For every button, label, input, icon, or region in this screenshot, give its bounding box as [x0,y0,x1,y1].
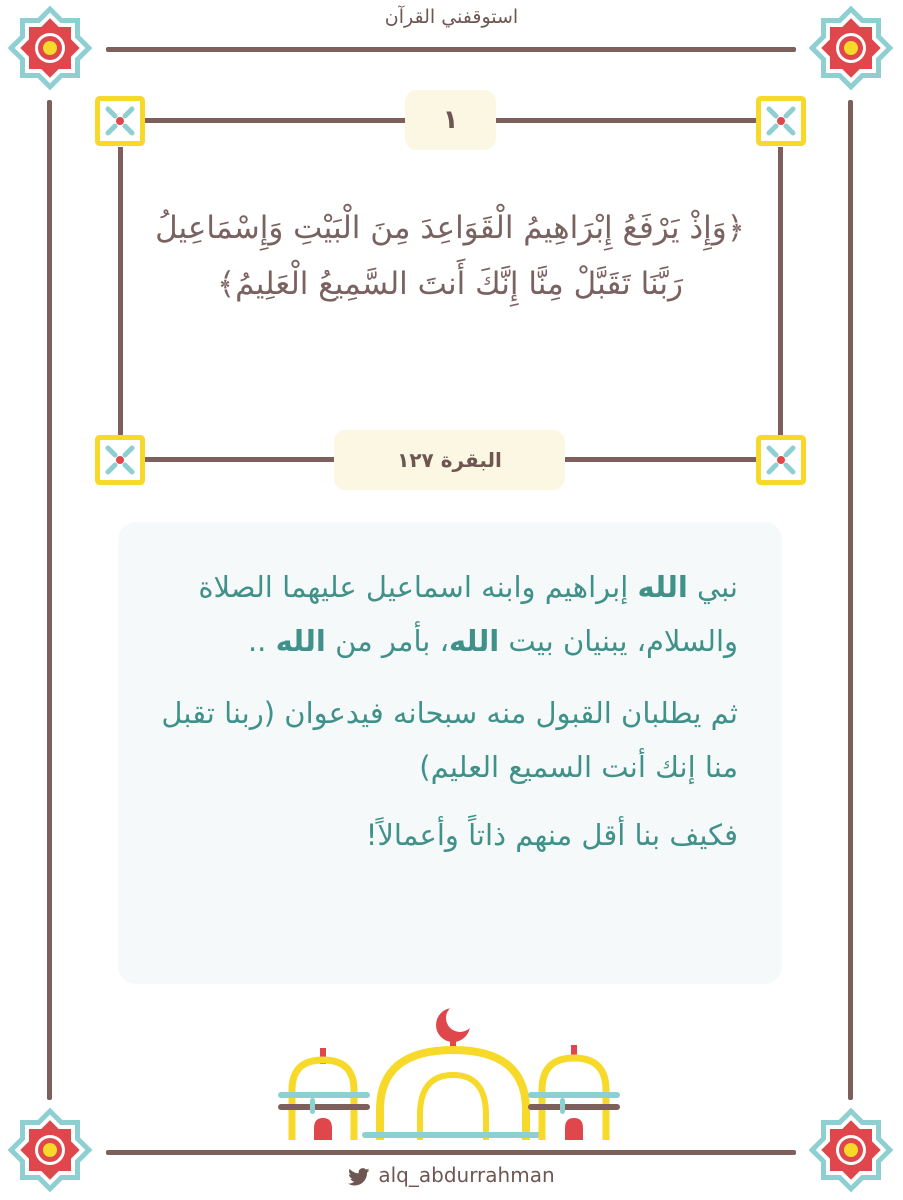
verse-number-badge: ١ [405,90,496,150]
corner-rosette-icon [806,3,896,93]
frame-corner-ornament-icon [756,435,806,485]
outer-frame-bottom [106,1150,796,1155]
outer-frame-right [848,100,853,1100]
corner-rosette-icon [5,3,95,93]
commentary-box [118,522,782,984]
bold-word: الله [275,624,326,658]
bold-word: الله [448,624,500,658]
frame-corner-ornament-icon [95,96,145,146]
frame-corner-ornament-icon [95,435,145,485]
text-span: ، بأمر من [325,624,449,658]
twitter-icon[interactable] [348,1168,370,1186]
page-title: استوقفني القرآن [384,6,519,28]
commentary-paragraph-3: فكيف بنا أقل منهم ذاتاً وأعمالاً! [365,818,738,852]
quran-verse-text: ﴿وَإِذْ يَرْفَعُ إِبْرَاهِيمُ الْقَوَاعِدَ مِنَ الْبَيْتِ وَإِسْمَاعِيلُ رَبَّنَا تَقَبَّلْ مِنَّا إِنَّكَ أَنتَ السَّمِيعُ الْعَلِيمُ﴾ [155,210,745,302]
verse-frame-left [118,147,123,436]
mosque-illustration [270,1000,630,1150]
commentary-paragraph-2: ثم يطلبان القبول منه سبحانه فيدعوان (ربنا تقبل منا إنك أنت السميع العليم) [161,696,738,784]
outer-frame-left [47,100,52,1100]
commentary-paragraph-1 [118,560,782,668]
bold-word: الله [637,570,688,604]
twitter-handle[interactable]: alq_abdurrahman [378,1163,555,1187]
text-span: .. [247,624,276,658]
footer [0,1163,903,1187]
text-span: إبراهيم وابنه اسماعيل عليهما الصلاة والسلام، يبنيان بيت [198,570,738,658]
text-span: نبي [687,570,738,604]
outer-frame-top [106,47,796,52]
verse-frame-right [778,147,783,436]
surah-reference-badge: البقرة ١٢٧ [334,430,565,490]
frame-corner-ornament-icon [756,96,806,146]
